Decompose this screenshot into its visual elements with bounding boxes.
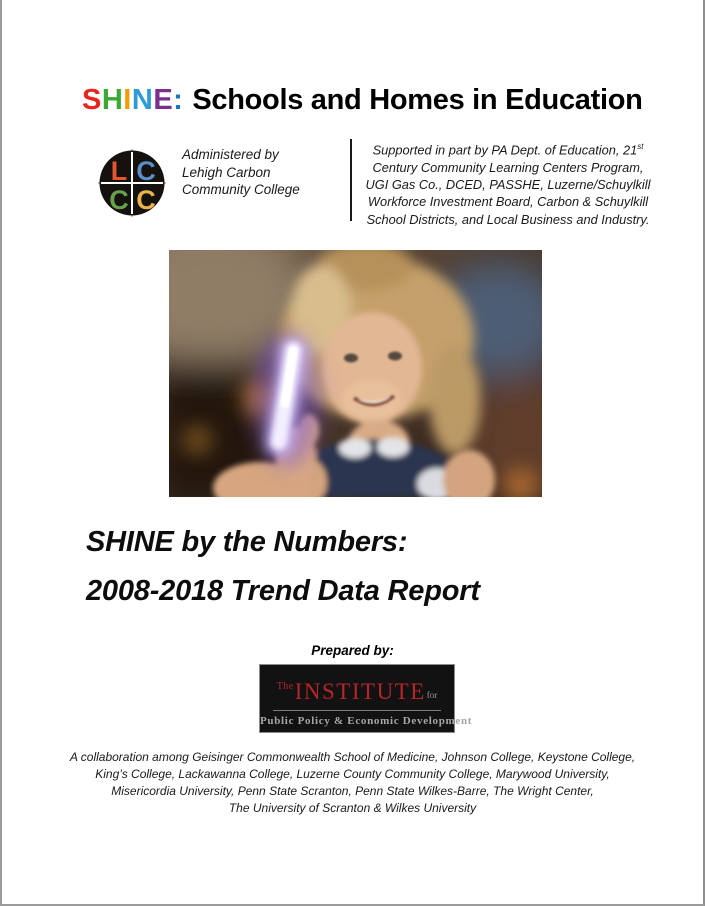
supported-by-text [354, 138, 662, 228]
title-letter-e: E [153, 84, 174, 116]
cover-photo [169, 250, 542, 497]
supported-line [354, 138, 662, 159]
collaboration-line: King’s College, Lackawanna College, Luzerne County Community College, Marywood University, [95, 767, 610, 781]
title-subtitle: Schools and Homes in Education [192, 84, 643, 116]
glow-stick [253, 332, 321, 468]
prepared-by-label: Prepared by: [311, 643, 394, 658]
header-divider [350, 139, 352, 221]
supported-line1-text: Supported in part by PA Dept. of Education, 21 [372, 142, 638, 158]
institute-tagline: Public Policy & Economic Development [260, 715, 473, 727]
institute-name: INSTITUTE [294, 679, 426, 704]
administered-line: Administered by [182, 147, 279, 162]
institute-name-line [260, 674, 454, 708]
institute-for: for [426, 690, 438, 700]
collaboration-line: Misericordia University, Penn State Scranton, Penn State Wilkes-Barre, The Wright Center, [111, 784, 594, 798]
date-range-heading: 2008-2018 Trend Data Report [86, 575, 480, 607]
subtitle-heading: SHINE by the Numbers: [86, 526, 408, 558]
report-title [82, 84, 643, 117]
administered-line: Lehigh Carbon [182, 164, 271, 180]
collaboration-line: The University of Scranton & Wilkes University [228, 801, 477, 815]
title-letter-h: H [101, 84, 124, 116]
institute-the: The [276, 681, 294, 692]
title-letter-n: N [131, 84, 154, 116]
lccc-letter-c2: C [109, 185, 129, 215]
institute-logo [259, 664, 473, 733]
administered-by-text [182, 146, 300, 199]
collaboration-text [42, 749, 663, 817]
supported-line: School Districts, and Local Business and Industry. [366, 211, 650, 227]
title-letter-s: S [82, 84, 102, 116]
lccc-letter-c1: C [136, 156, 156, 186]
lccc-letter-l: L [110, 156, 128, 186]
supported-line: UGI Gas Co., DCED, PASSHE, Luzerne/Schuylkill [365, 177, 651, 193]
collaboration-line: A collaboration among Geisinger Commonwealth School of Medicine, Johnson College, Keystone College, [69, 750, 636, 764]
title-letter-i: I [123, 84, 132, 116]
lccc-letter-c3: C [136, 185, 156, 215]
administered-line: Community College [182, 182, 300, 197]
institute-divider [273, 710, 441, 711]
supported-line1-superscript: st [637, 142, 644, 151]
title-colon: : [173, 84, 184, 116]
supported-line: Workforce Investment Board, Carbon & Schuylkill [367, 194, 649, 210]
lccc-logo [98, 149, 166, 217]
supported-line: Century Community Learning Centers Program, [372, 159, 644, 175]
